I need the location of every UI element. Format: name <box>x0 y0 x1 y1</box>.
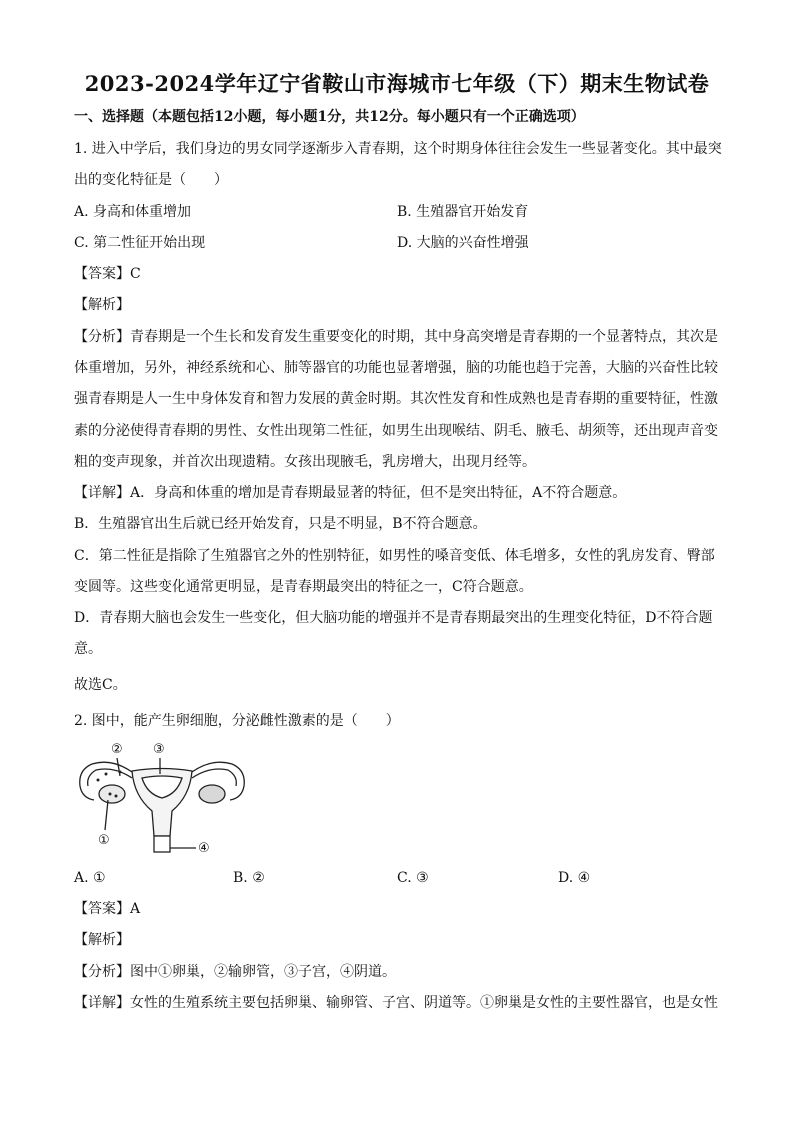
q2-analysis-text1: 图中①卵巢，②输卵管，③子宫，④阴道。 <box>130 964 396 980</box>
section-heading: 一、选择题（本题包括12小题，每小题1分，共12分。每小题只有一个正确选项） <box>74 109 585 125</box>
q1-detail-label: 【详解】 <box>74 485 130 501</box>
q2-option-b: B. ② <box>233 870 265 886</box>
q2-detail-text1: 女性的生殖系统主要包括卵巢、输卵管、子宫、阴道等。①卵巢是女性的主要性器官，也是女性 <box>130 995 718 1011</box>
q1-detail-line5: D．青春期大脑也会发生一些变化，但大脑功能的增强并不是青春期最突出的生理变化特征，D不符合题 <box>74 610 713 626</box>
q2-option-d: D. ④ <box>558 870 591 886</box>
q2-detail-label: 【详解】 <box>74 995 130 1011</box>
q1-stem-line1: 1. 进入中学后，我们身边的男女同学逐渐步入青春期，这个时期身体往往会发生一些显著变化。其中最突 <box>74 141 722 157</box>
q2-option-c: C. ③ <box>397 870 429 886</box>
q2-stem: 2. 图中，能产生卵细胞，分泌雌性激素的是（ ） <box>74 713 400 729</box>
q1-detail-text1: A．身高和体重的增加是青春期最显著的特征，但不是突出特征，A不符合题意。 <box>130 485 627 501</box>
female-reproductive-diagram <box>72 736 252 866</box>
figure-label-2: ② <box>111 742 123 757</box>
q2-answer <box>74 899 724 919</box>
q2-detail-line1 <box>74 993 724 1013</box>
q2-jiexi-label: 【解析】 <box>74 932 130 948</box>
q2-answer-value: A <box>130 901 141 917</box>
q1-jiexi-label: 【解析】 <box>74 297 130 313</box>
q1-answer-value: C <box>130 266 141 282</box>
q1-analysis-line2: 体重增加，另外，神经系统和心、肺等器官的功能也显著增强，脑的功能也趋于完善，大脑的兴奋性比较 <box>74 360 718 376</box>
q2-analysis-label: 【分析】 <box>74 964 130 980</box>
q1-conclusion: 故选C。 <box>74 677 127 693</box>
figure-label-1: ① <box>98 833 110 848</box>
q1-analysis-text1: 青春期是一个生长和发育发生重要变化的时期，其中身高突增是青春期的一个显著特点，其次是 <box>130 329 718 345</box>
q1-analysis-line3: 强青春期是人一生中身体发育和智力发展的黄金时期。其次性发育和性成熟也是青春期的重要特征，性激 <box>74 391 718 407</box>
q1-option-a: A. 身高和体重增加 <box>74 204 192 220</box>
figure-label-4: ④ <box>198 841 210 856</box>
q2-option-a: A. ① <box>74 870 106 886</box>
page-title: 2023-2024学年辽宁省鞍山市海城市七年级（下）期末生物试卷 <box>84 71 710 96</box>
q1-analysis-line1 <box>74 327 724 347</box>
q1-detail-line3: C．第二性征是指除了生殖器官之外的性别特征，如男性的嗓音变低、体毛增多，女性的乳房发育、臀部 <box>74 548 715 564</box>
q2-analysis-line1 <box>74 962 724 982</box>
q1-option-d: D. 大脑的兴奋性增强 <box>397 235 529 251</box>
q1-answer <box>74 264 724 284</box>
q2-answer-label: 【答案】 <box>74 901 130 917</box>
q1-analysis-line5: 粗的变声现象，并首次出现遗精。女孩出现腋毛，乳房增大，出现月经等。 <box>74 454 536 470</box>
q1-detail-line2: B．生殖器官出生后就已经开始发育，只是不明显，B不符合题意。 <box>74 516 487 532</box>
q1-answer-label: 【答案】 <box>74 266 130 282</box>
q1-detail-line1 <box>74 483 724 503</box>
figure-label-3: ③ <box>153 742 165 757</box>
q1-option-c: C. 第二性征开始出现 <box>74 235 206 251</box>
q1-detail-line6: 意。 <box>74 641 102 657</box>
q1-stem-line2: 出的变化特征是（ ） <box>74 172 228 188</box>
q1-option-b: B. 生殖器官开始发育 <box>397 204 529 220</box>
q1-detail-line4: 变圆等。这些变化通常更明显，是青春期最突出的特征之一，C符合题意。 <box>74 579 533 595</box>
q1-analysis-line4: 素的分泌使得青春期的男性、女性出现第二性征，如男生出现喉结、阴毛、腋毛、胡须等，还出现声音变 <box>74 423 718 439</box>
q1-analysis-label: 【分析】 <box>74 329 130 345</box>
